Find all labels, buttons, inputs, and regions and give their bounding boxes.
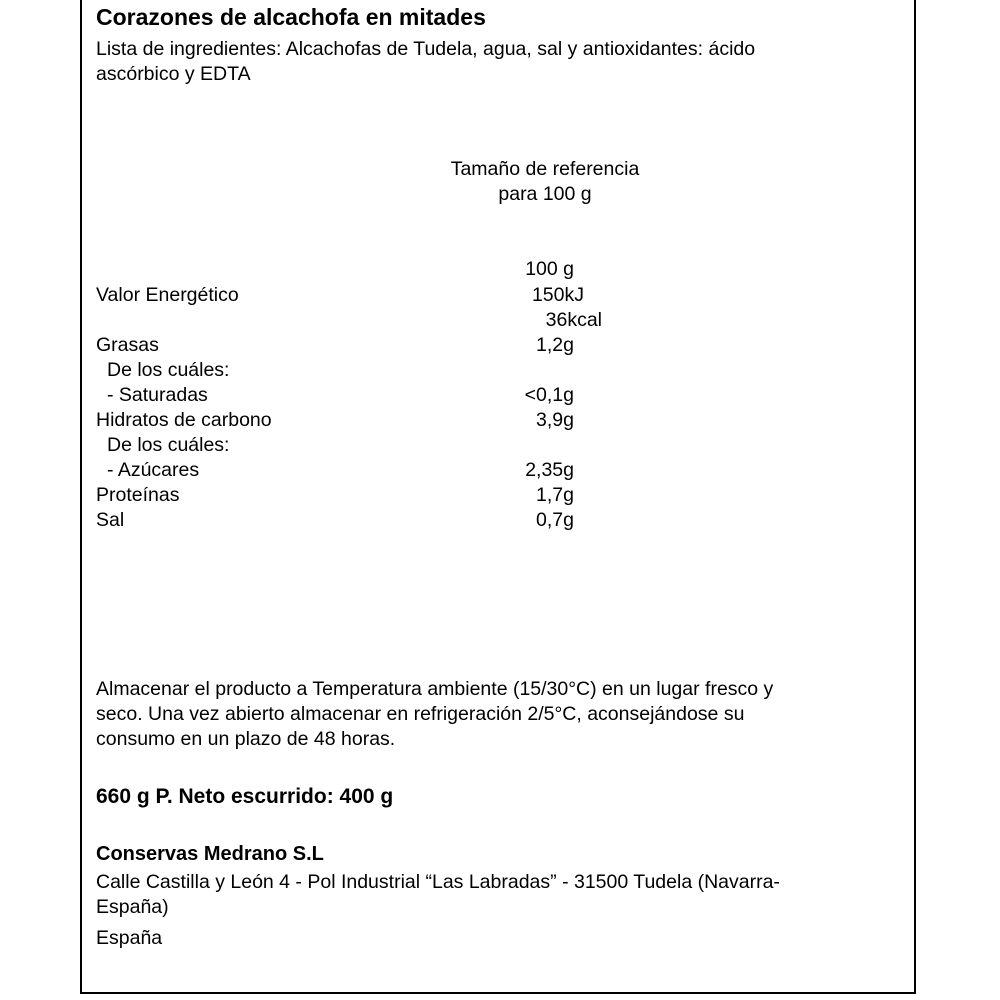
nutrition-value-salt: 0,7g [536, 509, 574, 531]
nutrition-value-energy-kj: 150kJ [531, 284, 584, 306]
nutrition-label-salt: Sal [96, 509, 125, 531]
nutrition-value-carbohydrates: 3,9g [536, 409, 574, 431]
manufacturer-country: España [96, 927, 163, 949]
product-title: Corazones de alcachofa en mitades [96, 4, 486, 30]
nutrition-value-saturates: <0,1g [524, 384, 574, 406]
nutrition-label-carbs-of-which: De los cuáles: [107, 434, 230, 456]
nutrition-label-fat: Grasas [96, 334, 159, 356]
ingredients-line-2: ascórbico y EDTA [96, 63, 251, 85]
nutrition-value-protein: 1,7g [536, 484, 574, 506]
manufacturer-name: Conservas Medrano S.L [96, 843, 324, 865]
nutrition-label-saturates: - Saturadas [107, 384, 208, 406]
net-weight: 660 g P. Neto escurrido: 400 g [96, 785, 394, 808]
nutrition-label-energy: Valor Energético [96, 284, 239, 306]
storage-line-1: Almacenar el producto a Temperatura ambiente (15/30°C) en un lugar fresco y [96, 678, 774, 700]
nutrition-column-header: 100 g [525, 258, 574, 280]
nutrition-value-sugars: 2,35g [525, 459, 574, 481]
address-line-1: Calle Castilla y León 4 - Pol Industrial “Las Labradas” - 31500 Tudela (Navarra- [96, 871, 780, 893]
ingredients-list [96, 37, 886, 87]
storage-line-3: consumo en un plazo de 48 horas. [96, 728, 396, 750]
nutrition-value-energy-kcal: 36kcal [545, 309, 602, 331]
nutrition-label-fat-of-which: De los cuáles: [107, 359, 230, 381]
ingredients-line-1: Lista de ingredientes: Alcachofas de Tudela, agua, sal y antioxidantes: ácido [96, 38, 756, 60]
reference-size-line-1: Tamaño de referencia [450, 158, 640, 180]
manufacturer-address [96, 870, 876, 920]
nutrition-label-carbohydrates: Hidratos de carbono [96, 409, 272, 431]
address-line-2: España) [96, 896, 169, 918]
nutrition-value-fat: 1,2g [536, 334, 574, 356]
reference-size-line-2: para 100 g [498, 183, 592, 205]
nutrition-label-protein: Proteínas [96, 484, 180, 506]
nutrition-label-sugars: - Azúcares [107, 459, 200, 481]
reference-size [380, 157, 710, 207]
storage-line-2: seco. Una vez abierto almacenar en refrigeración 2/5°C, aconsejándose su [96, 703, 745, 725]
storage-instructions [96, 677, 876, 752]
